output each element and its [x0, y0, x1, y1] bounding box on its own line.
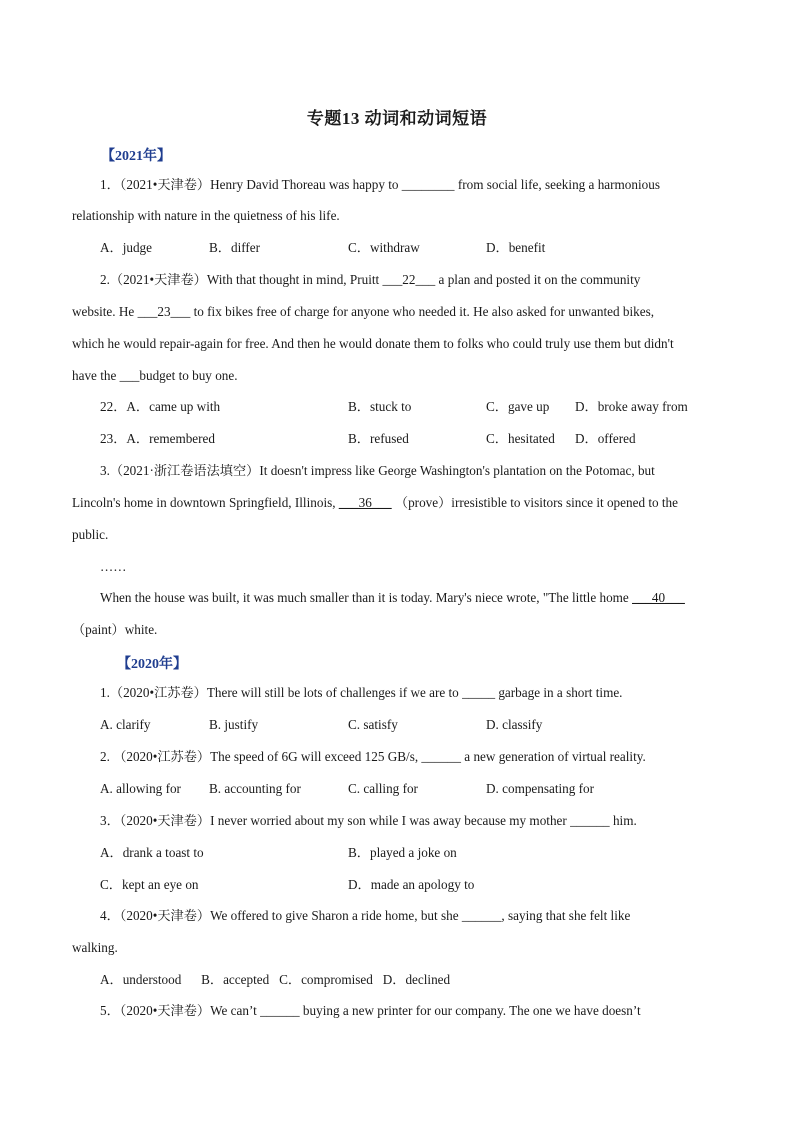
option-b: B. accounting for — [209, 781, 301, 796]
option-c: C．hesitated — [486, 431, 555, 446]
question-text: a plan and posted it on the community — [435, 272, 641, 287]
question-line — [100, 589, 685, 607]
question-line — [100, 271, 640, 289]
question-line: which he would repair-again for free. And then he would donate them to folks who could truly use them but didn't — [72, 336, 674, 351]
question-text: to fix bikes free of charge for anyone who needed it. He also asked for unwanted bikes, — [190, 304, 655, 319]
question-line: walking. — [72, 940, 118, 955]
question-text: website. He — [72, 304, 138, 319]
question-line: 2. （2020•江苏卷）The speed of 6G will exceed 125 GB/s, ______ a new generation of virtual reality. — [100, 749, 646, 764]
option-d: D．broke away from — [575, 399, 688, 414]
option-b: B. justify — [209, 717, 259, 732]
question-text: Lincoln's home in downtown Springfield, Illinois, — [72, 495, 339, 510]
option-b: B．refused — [348, 431, 409, 446]
option-a: A. allowing for — [100, 781, 181, 796]
question-text: （prove）irresistible to visitors since it opened to the — [391, 495, 679, 510]
option-c: C. satisfy — [348, 717, 398, 732]
page-title: 专题13 动词和动词短语 — [306, 109, 488, 128]
blank-36: ___36___ — [338, 495, 392, 510]
blank-40: ___40___ — [632, 590, 685, 605]
question-line: 3.（2021·浙江卷语法填空）It doesn't impress like George Washington's plantation on the Potomac, but — [100, 463, 655, 478]
question-line: 4．（2020•天津卷）We offered to give Sharon a ride home, but she ______, saying that she felt like — [100, 908, 631, 923]
blank-23: ___23___ — [137, 304, 191, 319]
option-a: 23．A．remembered — [100, 431, 215, 446]
question-line: （paint）white. — [72, 622, 158, 637]
option-a: A．judge — [100, 240, 153, 255]
option-a: A. clarify — [100, 717, 151, 732]
option-a: A．drank a toast to — [100, 845, 204, 860]
question-line: 3．（2020•天津卷）I never worried about my son while I was away because my mother ______ him. — [100, 813, 637, 828]
ellipsis: …… — [100, 559, 127, 574]
option-b: B．played a joke on — [348, 845, 457, 860]
section-header-2021: 【2021年】 — [101, 149, 171, 164]
question-line: 1．（2021•天津卷）Henry David Thoreau was happy to ________ from social life, seeking a harmonious — [100, 177, 660, 192]
options-row: A．understood B．accepted C．compromised D．declined — [100, 972, 451, 987]
option-d: D. classify — [486, 717, 543, 732]
blank-22: ___22___ — [382, 272, 436, 287]
option-c: C．withdraw — [348, 240, 420, 255]
option-d: D．offered — [575, 431, 636, 446]
question-line: 1.（2020•江苏卷）There will still be lots of challenges if we are to _____ garbage in a short time. — [100, 685, 623, 700]
option-a: 22．A．came up with — [100, 399, 221, 414]
option-d: D．made an apology to — [348, 877, 475, 892]
option-c: C．kept an eye on — [100, 877, 199, 892]
question-text: When the house was built, it was much smaller than it is today. Mary's niece wrote, "The little home — [100, 590, 633, 605]
question-line: public. — [72, 527, 109, 542]
option-c: C. calling for — [348, 781, 418, 796]
option-b: B．stuck to — [348, 399, 412, 414]
option-d: D. compensating for — [486, 781, 595, 796]
option-d: D．benefit — [486, 240, 546, 255]
question-line — [72, 303, 654, 321]
question-line — [72, 494, 678, 512]
question-line: have the ___budget to buy one. — [72, 368, 238, 383]
question-text: 2.（2021•天津卷）With that thought in mind, Pruitt — [100, 272, 383, 287]
question-line: 5．（2020•天津卷）We can’t ______ buying a new printer for our company. The one we have doesn’t — [100, 1003, 641, 1018]
option-b: B．differ — [209, 240, 261, 255]
section-header-2020: 【2020年】 — [117, 657, 187, 672]
question-line: relationship with nature in the quietness of his life. — [72, 208, 340, 223]
option-c: C．gave up — [486, 399, 550, 414]
